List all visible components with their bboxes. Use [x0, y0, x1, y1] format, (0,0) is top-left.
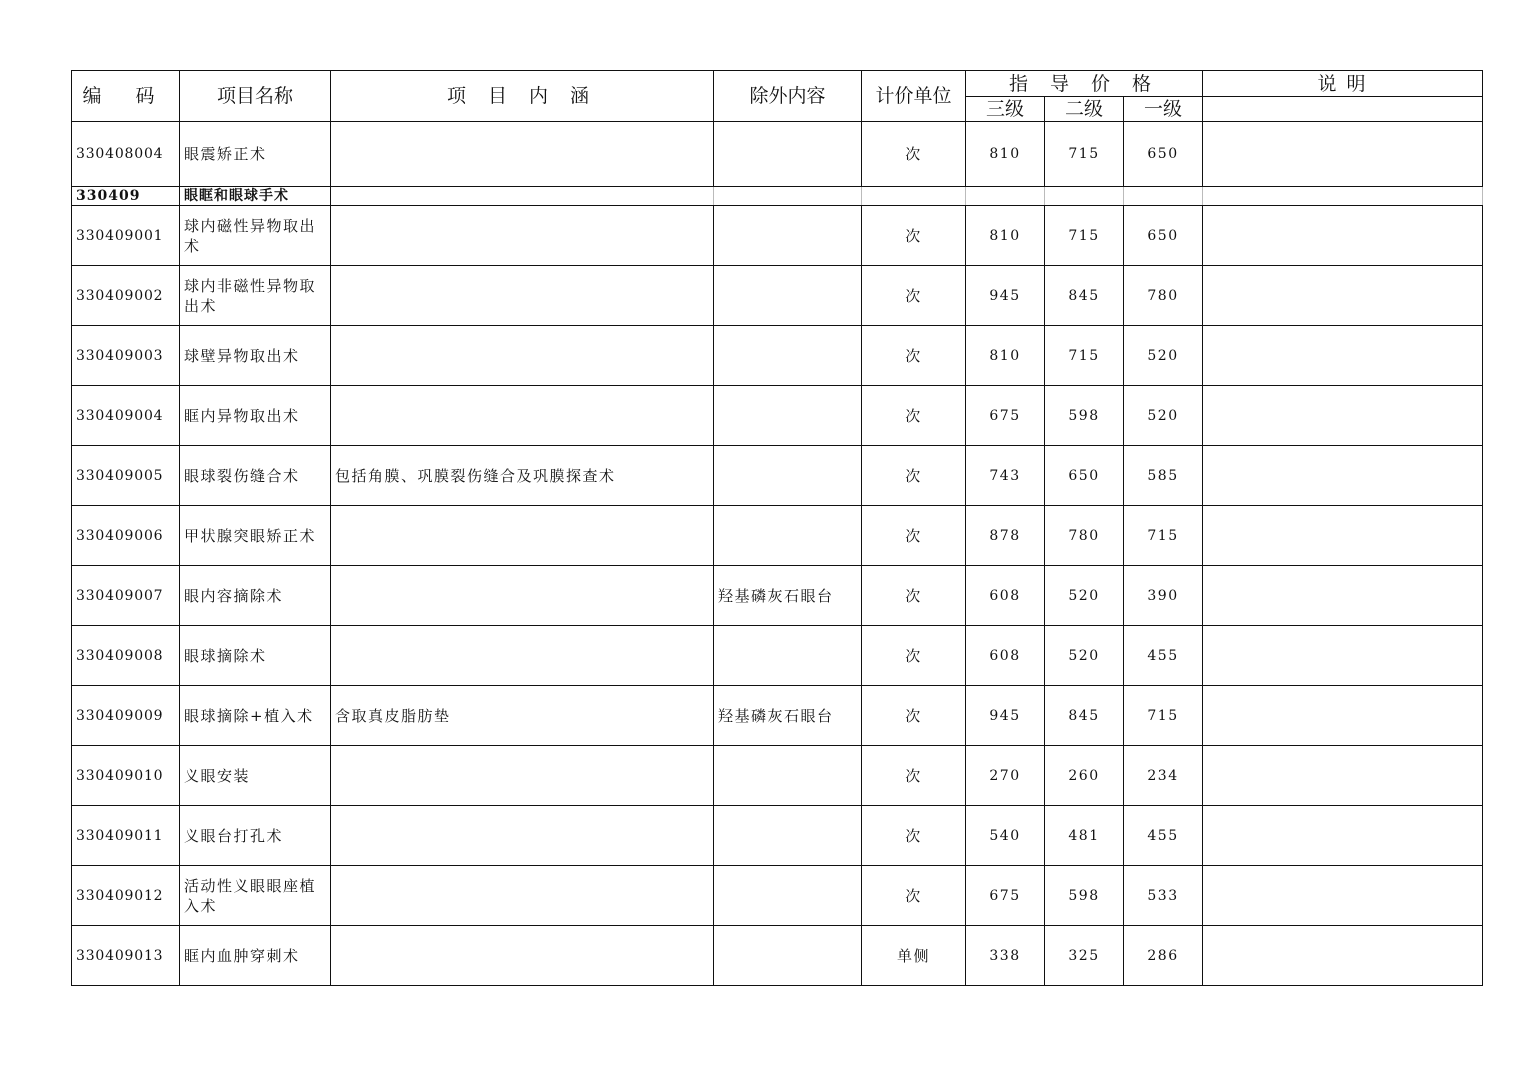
section-blank — [966, 187, 1045, 206]
cell-note — [1203, 746, 1483, 806]
cell-unit: 次 — [862, 386, 966, 446]
cell-price-level2: 715 — [1045, 122, 1124, 187]
cell-unit: 次 — [862, 566, 966, 626]
cell-price-level1: 520 — [1124, 326, 1203, 386]
cell-note — [1203, 686, 1483, 746]
table-row — [72, 626, 1483, 686]
cell-code: 330409006 — [72, 506, 180, 566]
header-note-sub — [1203, 97, 1483, 122]
cell-excluded: 羟基磷灰石眼台 — [714, 686, 862, 746]
cell-price-level2: 780 — [1045, 506, 1124, 566]
cell-excluded — [714, 926, 862, 986]
cell-excluded — [714, 746, 862, 806]
price-table — [71, 70, 1483, 986]
section-blank — [1124, 187, 1203, 206]
cell-unit: 次 — [862, 626, 966, 686]
cell-unit: 次 — [862, 746, 966, 806]
cell-note — [1203, 626, 1483, 686]
cell-price-level3: 608 — [966, 626, 1045, 686]
cell-price-level3: 675 — [966, 386, 1045, 446]
cell-price-level1: 780 — [1124, 266, 1203, 326]
cell-excluded: 羟基磷灰石眼台 — [714, 566, 862, 626]
cell-price-level3: 270 — [966, 746, 1045, 806]
header-guide-price: 指 导 价 格 — [966, 71, 1203, 97]
cell-excluded — [714, 866, 862, 926]
cell-code: 330409002 — [72, 266, 180, 326]
cell-excluded — [714, 386, 862, 446]
cell-price-level2: 715 — [1045, 206, 1124, 266]
cell-excluded — [714, 266, 862, 326]
table-row — [72, 206, 1483, 266]
cell-price-level1: 585 — [1124, 446, 1203, 506]
cell-content — [331, 206, 714, 266]
cell-price-level3: 608 — [966, 566, 1045, 626]
cell-name: 甲状腺突眼矫正术 — [180, 506, 331, 566]
cell-code: 330409009 — [72, 686, 180, 746]
cell-excluded — [714, 446, 862, 506]
cell-content — [331, 386, 714, 446]
cell-excluded — [714, 206, 862, 266]
cell-excluded — [714, 626, 862, 686]
header-unit: 计价单位 — [862, 71, 966, 122]
cell-unit: 单侧 — [862, 926, 966, 986]
cell-price-level3: 675 — [966, 866, 1045, 926]
header-content: 项 目 内 涵 — [331, 71, 714, 122]
section-blank — [714, 187, 862, 206]
cell-content — [331, 926, 714, 986]
cell-note — [1203, 806, 1483, 866]
table-row — [72, 806, 1483, 866]
cell-price-level3: 810 — [966, 206, 1045, 266]
header-level2: 二级 — [1045, 97, 1124, 122]
cell-code: 330408004 — [72, 122, 180, 187]
cell-code: 330409007 — [72, 566, 180, 626]
cell-price-level2: 598 — [1045, 386, 1124, 446]
section-blank — [862, 187, 966, 206]
cell-content — [331, 506, 714, 566]
cell-name: 义眼台打孔术 — [180, 806, 331, 866]
cell-note — [1203, 386, 1483, 446]
cell-unit: 次 — [862, 446, 966, 506]
cell-price-level3: 810 — [966, 122, 1045, 187]
cell-note — [1203, 866, 1483, 926]
table-row — [72, 566, 1483, 626]
cell-name: 眼球裂伤缝合术 — [180, 446, 331, 506]
table-row — [72, 866, 1483, 926]
cell-name: 眶内血肿穿刺术 — [180, 926, 331, 986]
cell-code: 330409010 — [72, 746, 180, 806]
cell-content: 含取真皮脂肪垫 — [331, 686, 714, 746]
header-level3: 三级 — [966, 97, 1045, 122]
header-code: 编 码 — [72, 71, 180, 122]
cell-name: 活动性义眼眼座植入术 — [180, 866, 331, 926]
cell-price-level3: 878 — [966, 506, 1045, 566]
cell-price-level3: 338 — [966, 926, 1045, 986]
cell-excluded — [714, 506, 862, 566]
cell-price-level2: 325 — [1045, 926, 1124, 986]
section-name: 眼眶和眼球手术 — [180, 187, 331, 206]
cell-price-level1: 520 — [1124, 386, 1203, 446]
cell-price-level2: 845 — [1045, 266, 1124, 326]
cell-name: 眼内容摘除术 — [180, 566, 331, 626]
cell-name: 眶内异物取出术 — [180, 386, 331, 446]
cell-name: 球内磁性异物取出术 — [180, 206, 331, 266]
cell-note — [1203, 122, 1483, 187]
cell-price-level1: 455 — [1124, 626, 1203, 686]
cell-note — [1203, 206, 1483, 266]
cell-price-level1: 715 — [1124, 506, 1203, 566]
cell-note — [1203, 446, 1483, 506]
cell-price-level2: 715 — [1045, 326, 1124, 386]
cell-price-level1: 390 — [1124, 566, 1203, 626]
cell-unit: 次 — [862, 806, 966, 866]
cell-note — [1203, 326, 1483, 386]
cell-code: 330409008 — [72, 626, 180, 686]
table-row — [72, 926, 1483, 986]
cell-price-level1: 286 — [1124, 926, 1203, 986]
cell-unit: 次 — [862, 326, 966, 386]
section-code: 330409 — [72, 187, 180, 206]
header-excluded: 除外内容 — [714, 71, 862, 122]
cell-price-level3: 810 — [966, 326, 1045, 386]
cell-unit: 次 — [862, 686, 966, 746]
cell-excluded — [714, 122, 862, 187]
cell-name: 义眼安装 — [180, 746, 331, 806]
cell-price-level1: 234 — [1124, 746, 1203, 806]
cell-unit: 次 — [862, 206, 966, 266]
cell-price-level1: 533 — [1124, 866, 1203, 926]
cell-unit: 次 — [862, 266, 966, 326]
cell-content — [331, 806, 714, 866]
cell-unit: 次 — [862, 506, 966, 566]
cell-content — [331, 266, 714, 326]
cell-excluded — [714, 806, 862, 866]
cell-code: 330409003 — [72, 326, 180, 386]
cell-price-level2: 260 — [1045, 746, 1124, 806]
cell-note — [1203, 506, 1483, 566]
cell-price-level1: 650 — [1124, 206, 1203, 266]
cell-price-level2: 598 — [1045, 866, 1124, 926]
items-body — [72, 206, 1483, 986]
cell-unit: 次 — [862, 866, 966, 926]
cell-code: 330409012 — [72, 866, 180, 926]
header-level1: 一级 — [1124, 97, 1203, 122]
cell-excluded — [714, 326, 862, 386]
cell-price-level3: 945 — [966, 686, 1045, 746]
header-name: 项目名称 — [180, 71, 331, 122]
cell-content: 包括角膜、巩膜裂伤缝合及巩膜探查术 — [331, 446, 714, 506]
cell-content — [331, 122, 714, 187]
cell-content — [331, 746, 714, 806]
header-row — [72, 71, 1483, 97]
table-row — [72, 446, 1483, 506]
cell-price-level1: 650 — [1124, 122, 1203, 187]
cell-price-level2: 481 — [1045, 806, 1124, 866]
header-note: 说 明 — [1203, 71, 1483, 97]
table-row — [72, 506, 1483, 566]
cell-name: 眼球摘除+植入术 — [180, 686, 331, 746]
table-row — [72, 122, 1483, 187]
cell-name: 球壁异物取出术 — [180, 326, 331, 386]
cell-content — [331, 326, 714, 386]
table-row — [72, 746, 1483, 806]
cell-code: 330409001 — [72, 206, 180, 266]
cell-content — [331, 566, 714, 626]
cell-price-level2: 520 — [1045, 626, 1124, 686]
section-blank — [331, 187, 714, 206]
cell-price-level2: 845 — [1045, 686, 1124, 746]
table-row — [72, 386, 1483, 446]
cell-price-level3: 540 — [966, 806, 1045, 866]
cell-price-level2: 650 — [1045, 446, 1124, 506]
cell-name: 球内非磁性异物取出术 — [180, 266, 331, 326]
cell-code: 330409004 — [72, 386, 180, 446]
cell-note — [1203, 566, 1483, 626]
cell-price-level1: 455 — [1124, 806, 1203, 866]
cell-note — [1203, 266, 1483, 326]
cell-price-level1: 715 — [1124, 686, 1203, 746]
cell-code: 330409011 — [72, 806, 180, 866]
cell-price-level3: 945 — [966, 266, 1045, 326]
cell-code: 330409005 — [72, 446, 180, 506]
table-row — [72, 266, 1483, 326]
table-row — [72, 326, 1483, 386]
cell-price-level3: 743 — [966, 446, 1045, 506]
section-blank — [1045, 187, 1124, 206]
cell-unit: 次 — [862, 122, 966, 187]
cell-note — [1203, 926, 1483, 986]
table-row — [72, 686, 1483, 746]
cell-content — [331, 866, 714, 926]
price-table-sheet — [71, 70, 1483, 986]
cell-content — [331, 626, 714, 686]
cell-name: 眼球摘除术 — [180, 626, 331, 686]
cell-name: 眼震矫正术 — [180, 122, 331, 187]
section-row — [72, 187, 1483, 206]
cell-code: 330409013 — [72, 926, 180, 986]
section-blank — [1203, 187, 1483, 206]
cell-price-level2: 520 — [1045, 566, 1124, 626]
